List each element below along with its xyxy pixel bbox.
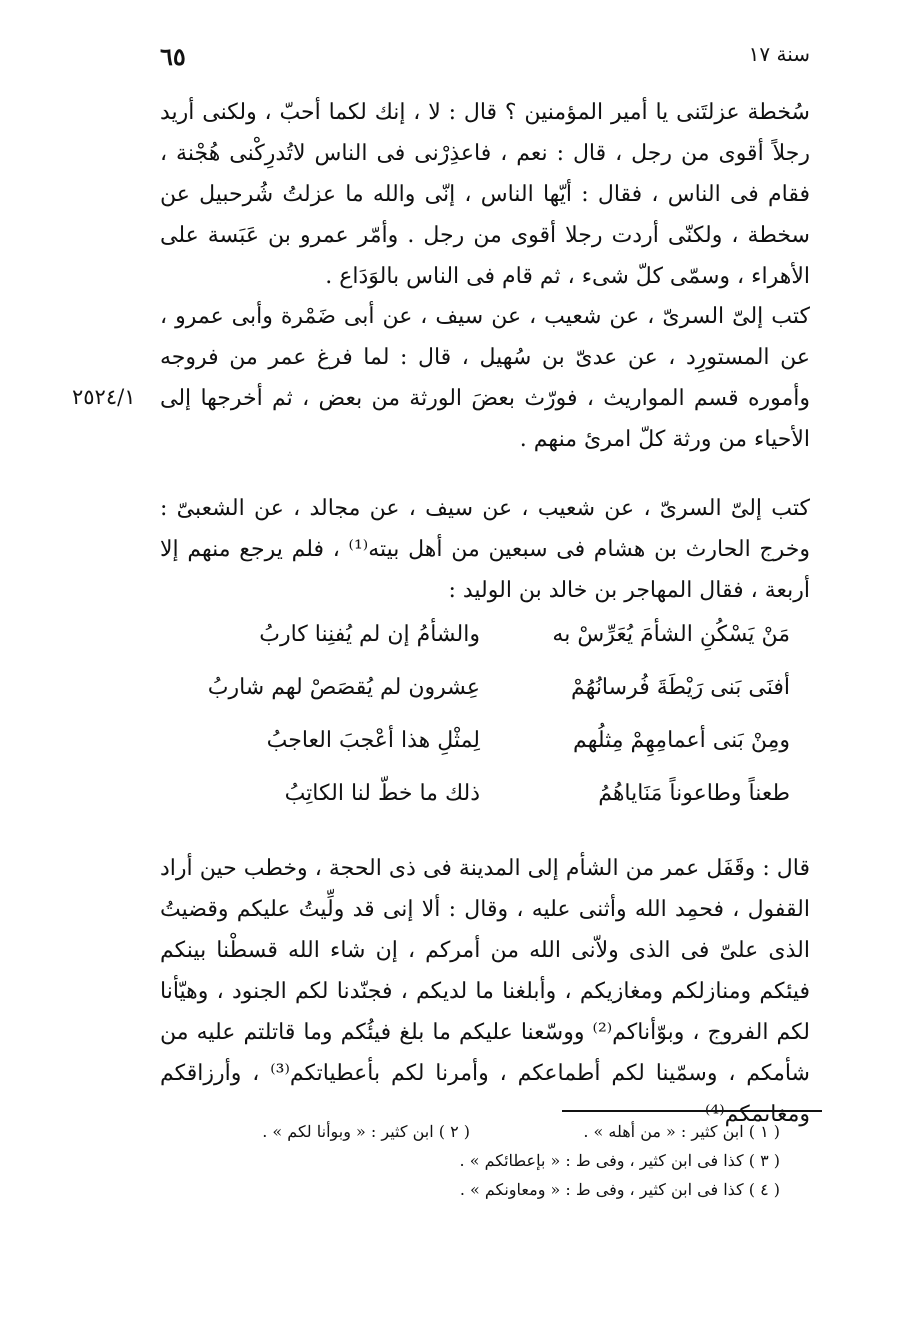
running-head: سنة ١٧: [748, 42, 810, 66]
poem: [190, 622, 790, 834]
margin-reference: ٢٥٢٤/١: [72, 385, 136, 409]
verse-second-hemistich: عِشرون لم يُقصَصْ لهم شاربُ: [207, 675, 480, 700]
poem-verse: [190, 675, 790, 728]
page-number: ٦٥: [160, 42, 186, 71]
paragraph-3: كتب إلىّ السرىّ ، عن شعيب ، عن سيف ، عن مجالد ، عن الشعبىّ : وخرج الحارث بن هشام فى سبعين من أهل بيته⁽¹⁾ ، فلم يرجع منهم إلا أربعة ، فقال المهاجر بن خالد بن الوليد :: [160, 496, 810, 603]
footnote-line: [190, 1151, 810, 1180]
poem-verse: [190, 622, 790, 675]
poem-verse: [190, 728, 790, 781]
verse-first-hemistich: مَنْ يَسْكُنِ الشأمَ يُعَرِّسْ به: [552, 622, 790, 647]
verse-first-hemistich: ومِنْ بَنى أعمامِهِمْ مِثلُهم: [573, 728, 790, 753]
verse-second-hemistich: لِمثْلِ هذا أعْجبَ العاجبُ: [266, 728, 480, 753]
paragraph-2: كتب إلىّ السرىّ ، عن شعيب ، عن سيف ، عن أبى ضَمْرة وأبى عمرو ، عن المستورِد ، عن عدىّ بن سُهيل ، قال : لما فرغ عمر من فروجه وأموره قسم المواريث ، فورّث بعضَ الورثة من بعض ، ثم أخرجها إلى الأحياء من ورثة كلّ امرئ منهم .: [160, 304, 810, 452]
footnote-2: ( ٢ ) ابن كثير : « وبوأنا لكم » .: [262, 1122, 470, 1141]
footnote-divider: [562, 1110, 822, 1112]
footnote-line: [190, 1180, 810, 1209]
footnote-3: ( ٣ ) كذا فى ابن كثير ، وفى ط : « بإعطائكم » .: [459, 1151, 780, 1170]
footnotes: [190, 1122, 810, 1209]
verse-first-hemistich: طعناً وطاعوناً مَنَاياهُمُ: [598, 781, 790, 806]
verse-first-hemistich: أفنَى بَنى رَيْطَةَ فُرسانُهُمْ: [571, 675, 790, 700]
paragraph-4: قال : وقَفَل عمر من الشأم إلى المدينة فى ذى الحجة ، وخطب حين أراد القفول ، فحمِد الله وأثنى عليه ، وقال : ألا إنى قد ولِّيتُ عليكم وقضيتُ الذى علىّ فى الذى ولاّنى الله من أمركم ، إن شاء الله قسطْنا بينكم فيئكم ومنازلكم ومغازيكم ، وأبلغنا ما لديكم ، فجنّدنا لكم الجنود ، وهيّأنا لكم الفروج ، وبوّأناكم⁽²⁾ ووسّعنا عليكم ما بلغ فيئُكم وما قاتلتم عليه من شأمكم ، وسمّينا لكم أطماعكم ، وأمرنا لكم بأعطياتكم⁽³⁾ ، وأرزاقكم ومغانمكم⁽⁴⁾: [160, 856, 810, 1127]
footnote-1: ( ١ ) ابن كثير : « من أهله » .: [583, 1122, 780, 1141]
footnote-4: ( ٤ ) كذا فى ابن كثير ، وفى ط : « ومعاونكم » .: [459, 1180, 780, 1199]
poem-verse: [190, 781, 790, 834]
paragraph-1: سُخطة عزلتَنى يا أمير المؤمنين ؟ قال : لا ، إنك لكما أحبّ ، ولكنى أريد رجلاً أقوى من رجل ، قال : نعم ، فاعذِرْنى فى الناس لاتُدرِكْنى هُجْنة ، فقام فى الناس ، فقال : أيّها الناس ، إنّى والله ما عزلتُ شُرحبيل عن سخطة ، ولكنّى أردت رجلا أقوى من رجل . وأمّر عمرو بن عَبَسة على الأهراء ، وسمّى كلّ شىء ، ثم قام فى الناس بالوَدَاع .: [160, 100, 810, 289]
page-header: [160, 42, 810, 78]
verse-second-hemistich: ذلك ما خطّ لنا الكاتِبُ: [284, 781, 480, 806]
footnote-line: [190, 1122, 810, 1151]
verse-second-hemistich: والشأمُ إن لم يُفنِنا كاربُ: [259, 622, 480, 647]
